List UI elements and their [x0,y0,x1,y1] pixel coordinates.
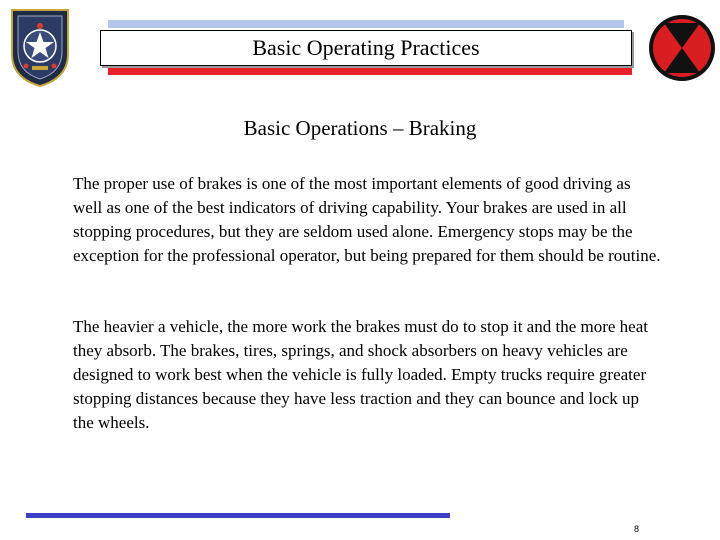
braking-paragraph-2: The heavier a vehicle, the more work the brakes must do to stop it and the more heat they absorb. The brakes, tires, springs, and shock absorbers on heavy vehicles are designed to work best when the vehicle is fully loaded. Empty trucks require greater stopping distances because they have less traction and they can bounce and lock up the wheels. [73,317,648,432]
footer-accent-bar [26,513,450,518]
page-number: 8 [634,524,640,534]
header-red-accent-bar [108,68,632,75]
military-shield-emblem-icon [6,6,74,88]
braking-paragraph-1: The proper use of brakes is one of the most important elements of good driving as well as one of the best indicators of driving capability. Your brakes are used in all stopping procedures, but they are seldom used alone. Emergency stops may be the exception for the professional operator, but being prepared for them should be routine. [73,174,661,265]
header-top-accent-bar [108,20,624,28]
title-box [100,30,632,66]
slide-subtitle: Basic Operations – Braking [243,116,477,140]
page-title: Basic Operating Practices [252,35,480,60]
hourglass-insignia-icon [648,14,716,82]
